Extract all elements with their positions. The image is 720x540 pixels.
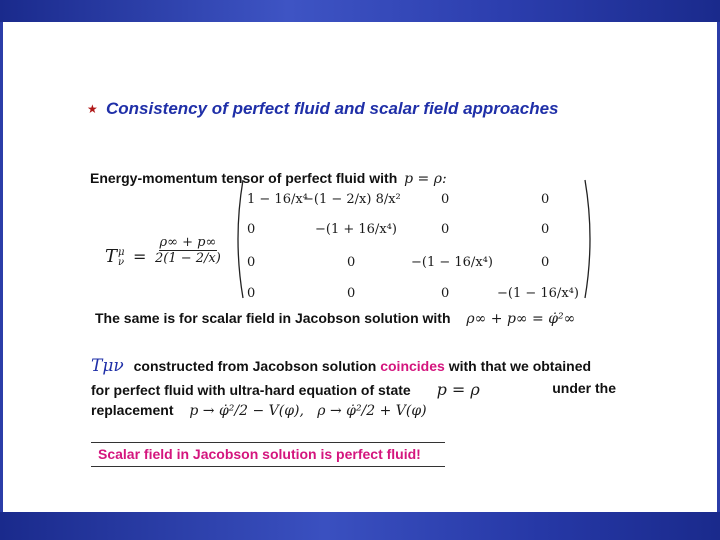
paragraph-text-1: constructed from Jacobson solution [133, 358, 377, 374]
paragraph-line-1 [91, 356, 591, 376]
equation-equals: = [132, 247, 147, 266]
conclusion-text: Scalar field in Jacobson solution is perfect fluid! [98, 446, 421, 462]
matrix-r3c2: 0 [347, 255, 356, 270]
p-equals-rho-math: p = ρ: [404, 171, 447, 187]
coefficient-numerator: ρ∞ + p∞ [159, 235, 217, 250]
coincides-highlight: coincides [380, 358, 445, 374]
t-mu-nu-math: Tμν [91, 356, 124, 376]
matrix-r2c1: 0 [247, 222, 256, 237]
rho-plus-p-math: ρ∞ + p∞ = φ̇²∞ [466, 311, 576, 327]
tensor-superscript: μ [118, 246, 125, 258]
coefficient-denominator: 2(1 − 2/x) [155, 251, 221, 266]
matrix-r4c2: 0 [347, 286, 356, 301]
matrix-r1c3: 0 [441, 192, 450, 207]
star-icon: ★ [87, 102, 98, 116]
matrix-r2c2: −(1 + 16/x⁴) [315, 222, 397, 237]
matrix-r4c4: −(1 − 16/x⁴) [497, 286, 579, 301]
matrix-r3c3: −(1 − 16/x⁴) [411, 255, 493, 270]
tensor-lhs [105, 246, 146, 268]
paragraph-text-3: for perfect fluid with ultra-hard equation of state [91, 382, 411, 398]
paragraph-line-3 [91, 402, 427, 419]
matrix-left-paren [231, 178, 245, 300]
tensor-symbol: T [105, 246, 118, 267]
replacement-text: replacement [91, 402, 174, 418]
paragraph-text-4: under the [552, 380, 616, 396]
energy-momentum-text: Energy-momentum tensor of perfect fluid with [90, 170, 398, 186]
coefficient-fraction [155, 236, 221, 265]
matrix-r1c1: 1 − 16/x⁴ [247, 192, 308, 207]
matrix-r3c4: 0 [541, 255, 550, 270]
conclusion-bottom-rule [91, 466, 445, 467]
slide-canvas [3, 22, 717, 512]
matrix-r3c1: 0 [247, 255, 256, 270]
matrix-r1c2: −(1 − 2/x) 8/x² [303, 192, 401, 207]
matrix-r1c4: 0 [541, 192, 550, 207]
slide-title: Consistency of perfect fluid and scalar field approaches [106, 99, 559, 118]
tensor-subscript: ν [118, 256, 125, 268]
matrix-r2c3: 0 [441, 222, 450, 237]
matrix-r4c1: 0 [247, 286, 256, 301]
scalar-field-line [95, 310, 575, 327]
slide-bottom-border [0, 512, 720, 540]
scalar-field-text: The same is for scalar field in Jacobson solution with [95, 310, 451, 326]
matrix-right-paren [583, 178, 597, 300]
matrix-r2c4: 0 [541, 222, 550, 237]
conclusion-top-rule [91, 442, 445, 443]
paragraph-text-2: with that we obtained [448, 358, 592, 374]
matrix-r4c3: 0 [441, 286, 450, 301]
energy-momentum-line [90, 170, 447, 187]
slide-top-border [0, 0, 720, 22]
replacement-math: p → φ̇²/2 − V(φ), ρ → φ̇²/2 + V(φ) [189, 403, 427, 419]
paragraph-line-2 [91, 380, 616, 399]
ultra-hard-eos-math: p = ρ [436, 380, 480, 399]
